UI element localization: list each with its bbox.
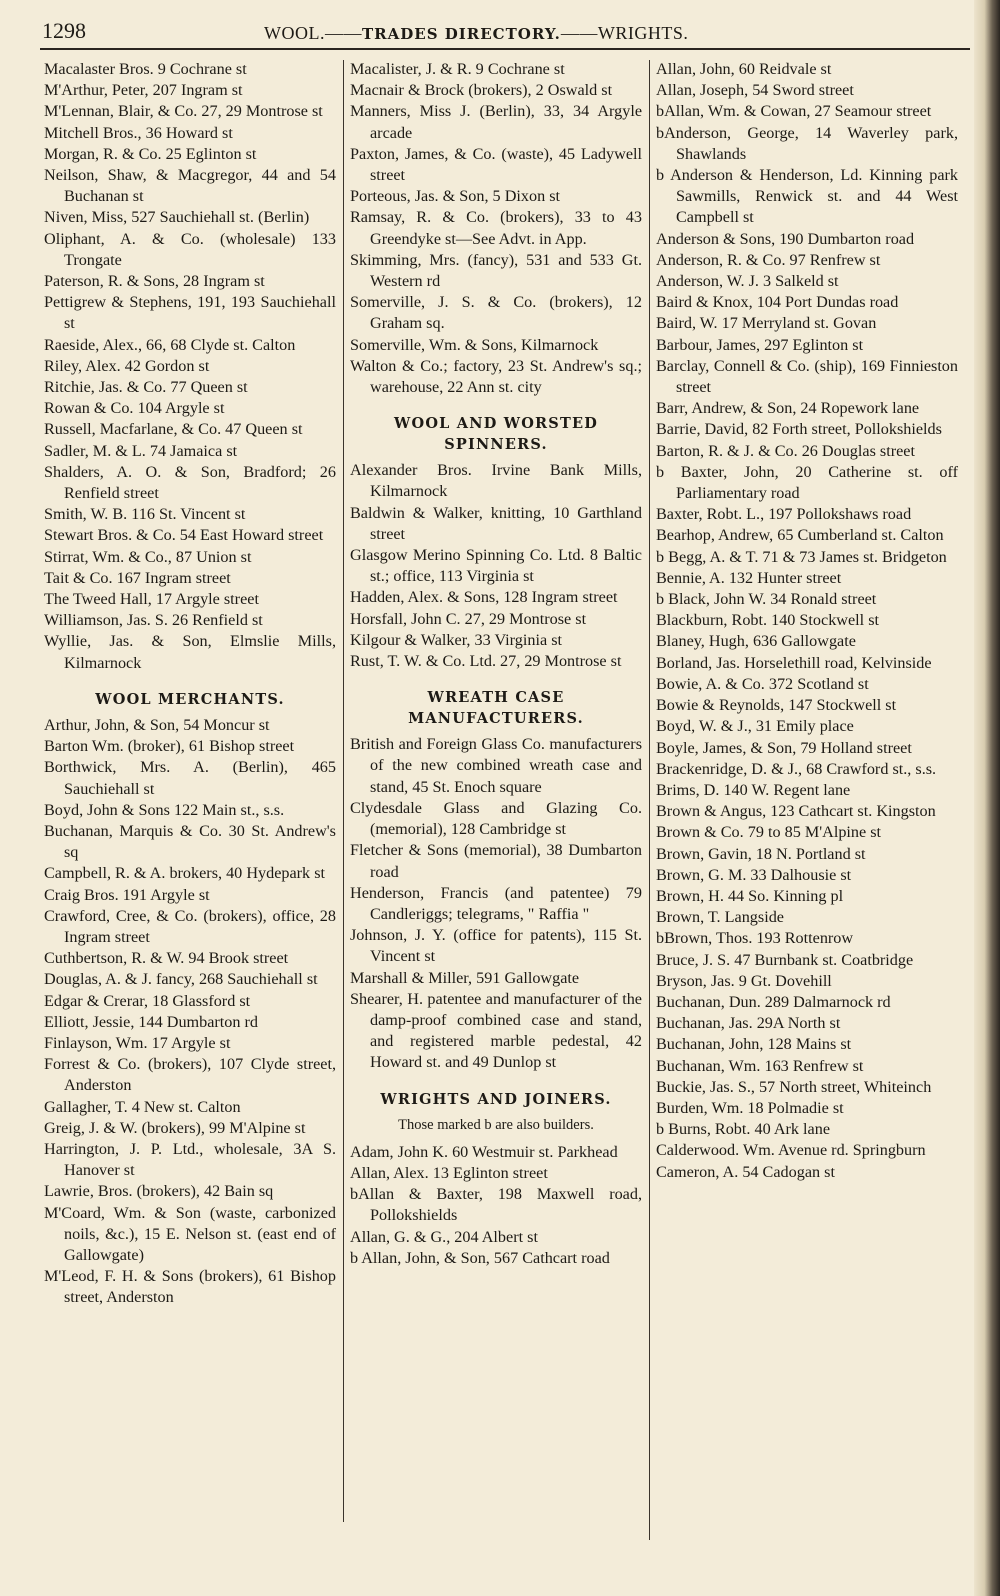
directory-entry: Brown & Co. 79 to 85 M'Alpine st: [656, 823, 882, 842]
directory-entry: Baldwin & Walker, knitting, 10 Garthland street: [350, 503, 642, 543]
directory-entry: Barr, Andrew, & Son, 24 Ropework lane: [656, 399, 920, 418]
directory-entry: Adam, John K. 60 Westmuir st. Parkhead: [350, 1142, 618, 1161]
directory-entry: Buckie, Jas. S., 57 North street, Whiteinch: [656, 1077, 932, 1096]
directory-entry: b Baxter, John, 20 Catherine st. off Parliamentary road: [656, 462, 958, 503]
directory-entry: Barton, R. & J. & Co. 26 Douglas street: [656, 441, 915, 460]
directory-entry: Buchanan, Wm. 163 Renfrew st: [656, 1056, 864, 1075]
header-rule: [40, 48, 970, 50]
directory-entry: Shalders, A. O. & Son, Bradford; 26 Renfield street: [44, 462, 336, 503]
directory-entry: Riley, Alex. 42 Gordon st: [44, 356, 210, 375]
section-heading: WOOL AND WORSTED SPINNERS.: [394, 415, 598, 454]
directory-entry: b Anderson & Henderson, Ld. Kinning park Sawmills, Renwick st. and 44 West Campbell st: [656, 166, 958, 227]
directory-entry: Bruce, J. S. 47 Burnbank st. Coatbridge: [656, 950, 914, 969]
page-edge-shadow: [974, 0, 1000, 1596]
directory-entry: Stirrat, Wm. & Co., 87 Union st: [44, 547, 252, 566]
directory-entry: Ramsay, R. & Co. (brokers), 33 to 43 Greendyke st—See Advt. in App.: [350, 208, 642, 248]
directory-entry: Walton & Co.; factory, 23 St. Andrew's sq.; warehouse, 22 Ann st. city: [350, 356, 642, 397]
directory-entry: Anderson, W. J. 3 Salkeld st: [656, 272, 839, 291]
directory-entry: Allan, G. & G., 204 Albert st: [350, 1227, 538, 1246]
directory-entry: Alexander Bros. Irvine Bank Mills, Kilmarnock: [350, 461, 642, 501]
directory-entry: Pettigrew & Stephens, 191, 193 Sauchiehall st: [44, 293, 336, 333]
directory-entry: Stewart Bros. & Co. 54 East Howard street: [44, 526, 324, 545]
column-divider: [649, 60, 650, 1540]
directory-entry: Oliphant, A. & Co. (wholesale) 133 Trongate: [44, 229, 336, 269]
directory-entry: Sadler, M. & L. 74 Jamaica st: [44, 441, 238, 460]
directory-entry: Paxton, James, & Co. (waste), 45 Ladywell street: [350, 144, 642, 185]
directory-entry: Macalaster Bros. 9 Cochrane st: [44, 60, 247, 78]
directory-entry: Boyle, James, & Son, 79 Holland street: [656, 738, 912, 757]
directory-entry: Boyd, W. & J., 31 Emily place: [656, 717, 854, 736]
section-heading: WREATH CASE MANUFACTURERS.: [408, 689, 584, 728]
running-title-left: WOOL.——: [264, 23, 362, 43]
page-header: [40, 14, 972, 48]
directory-entry: Clydesdale Glass and Glazing Co. (memorial), 128 Cambridge st: [350, 798, 642, 839]
directory-entry: M'Arthur, Peter, 207 Ingram st: [44, 81, 243, 100]
running-title-right: ——WRIGHTS.: [560, 23, 689, 43]
directory-entry: Anderson & Sons, 190 Dumbarton road: [656, 229, 915, 248]
directory-entry: Bennie, A. 132 Hunter street: [656, 568, 842, 587]
directory-entry: Hadden, Alex. & Sons, 128 Ingram street: [350, 588, 618, 607]
directory-entry: Crawford, Cree, & Co. (brokers), office, 28 Ingram street: [44, 906, 336, 946]
directory-entry: Macalister, J. & R. 9 Cochrane st: [350, 60, 565, 78]
directory-entry: Williamson, Jas. S. 26 Renfield st: [44, 611, 263, 630]
running-title: [264, 23, 688, 44]
directory-entry: b Allan, John, & Son, 567 Cathcart road: [350, 1248, 610, 1267]
directory-entry: Borthwick, Mrs. A. (Berlin), 465 Sauchiehall st: [44, 758, 336, 798]
directory-entry: Manners, Miss J. (Berlin), 33, 34 Argyle arcade: [350, 102, 642, 142]
directory-entry: Tait & Co. 167 Ingram street: [44, 568, 231, 587]
directory-entry: Baird, W. 17 Merryland st. Govan: [656, 314, 877, 333]
running-title-center: TRADES DIRECTORY.: [361, 25, 561, 43]
directory-entry: M'Leod, F. H. & Sons (brokers), 61 Bishop street, Anderston: [44, 1267, 336, 1307]
directory-entry: Campbell, R. & A. brokers, 40 Hydepark st: [44, 864, 325, 883]
directory-entry: Harrington, J. P. Ltd., wholesale, 3A S. Hanover st: [44, 1139, 336, 1180]
directory-entry: British and Foreign Glass Co. manufacturers of the new combined wreath case and stand, 45 St. Enoch square: [350, 735, 642, 796]
directory-entry: Cuthbertson, R. & W. 94 Brook street: [44, 949, 289, 968]
directory-entry: Blaney, Hugh, 636 Gallowgate: [656, 632, 856, 651]
directory-entry: Brims, D. 140 W. Regent lane: [656, 780, 851, 799]
directory-entry: Allan, Alex. 13 Eglinton street: [350, 1163, 548, 1182]
directory-entry: Arthur, John, & Son, 54 Moncur st: [44, 715, 270, 734]
directory-entry: Greig, J. & W. (brokers), 99 M'Alpine st: [44, 1118, 306, 1137]
section-heading: WRIGHTS AND JOINERS.: [380, 1090, 612, 1108]
directory-entry: Barton Wm. (broker), 61 Bishop street: [44, 737, 295, 756]
section-note: Those marked b are also builders.: [398, 1116, 594, 1133]
directory-entry: Forrest & Co. (brokers), 107 Clyde street, Anderston: [44, 1055, 336, 1095]
directory-entry: Bowie & Reynolds, 147 Stockwell st: [656, 696, 897, 715]
directory-entry: Baird & Knox, 104 Port Dundas road: [656, 293, 899, 312]
directory-entry: Neilson, Shaw, & Macgregor, 44 and 54 Buchanan st: [44, 166, 336, 206]
directory-entry: Paterson, R. & Sons, 28 Ingram st: [44, 272, 265, 291]
directory-entry: bAllan & Baxter, 198 Maxwell road, Pollokshields: [350, 1185, 642, 1225]
directory-entry: Fletcher & Sons (memorial), 38 Dumbarton road: [350, 841, 642, 881]
column-divider: [343, 60, 344, 1522]
directory-entry: Douglas, A. & J. fancy, 268 Sauchiehall st: [44, 970, 318, 989]
directory-entry: Wyllie, Jas. & Son, Elmslie Mills, Kilmarnock: [44, 632, 336, 672]
directory-entry: Shearer, H. patentee and manufacturer of the damp-proof combined case and stand, and registered marble pedestal, 42 Howard st. and 49 Dunlop st: [350, 989, 642, 1072]
directory-entry: Bearhop, Andrew, 65 Cumberland st. Calton: [656, 526, 944, 545]
directory-entry: Morgan, R. & Co. 25 Eglinton st: [44, 144, 257, 163]
directory-entry: Craig Bros. 191 Argyle st: [44, 885, 210, 904]
directory-entry: Smith, W. B. 116 St. Vincent st: [44, 505, 246, 524]
section-heading: WOOL MERCHANTS.: [95, 690, 285, 708]
column-3: [656, 59, 958, 1183]
directory-entry: Buchanan, Marquis & Co. 30 St. Andrew's sq: [44, 821, 336, 862]
directory-entry: M'Coard, Wm. & Son (waste, carbonized noils, &c.), 15 E. Nelson st. (east end of Gallowgate): [44, 1203, 336, 1264]
directory-entry: M'Lennan, Blair, & Co. 27, 29 Montrose st: [44, 102, 323, 121]
directory-entry: Johnson, J. Y. (office for patents), 115 St. Vincent st: [350, 926, 642, 966]
directory-entry: Cameron, A. 54 Cadogan st: [656, 1162, 835, 1181]
directory-entry: Boyd, John & Sons 122 Main st., s.s.: [44, 800, 285, 819]
directory-entry: Marshall & Miller, 591 Gallowgate: [350, 968, 580, 987]
directory-entry: b Begg, A. & T. 71 & 73 James st. Bridgeton: [656, 547, 947, 566]
directory-entry: Barbour, James, 297 Eglinton st: [656, 335, 864, 354]
directory-entry: bAnderson, George, 14 Waverley park, Shawlands: [656, 123, 958, 163]
directory-entry: Barclay, Connell & Co. (ship), 169 Finnieston street: [656, 356, 958, 397]
directory-entry: Finlayson, Wm. 17 Argyle st: [44, 1033, 231, 1052]
directory-entry: The Tweed Hall, 17 Argyle street: [44, 590, 259, 609]
directory-entry: Bowie, A. & Co. 372 Scotland st: [656, 674, 869, 693]
directory-entry: Bryson, Jas. 9 Gt. Dovehill: [656, 971, 832, 990]
directory-entry: Somerville, Wm. & Sons, Kilmarnock: [350, 335, 599, 354]
directory-entry: Allan, Joseph, 54 Sword street: [656, 81, 854, 100]
directory-entry: Elliott, Jessie, 144 Dumbarton rd: [44, 1012, 259, 1031]
directory-entry: Rowan & Co. 104 Argyle st: [44, 399, 225, 418]
directory-entry: Buchanan, Jas. 29A North st: [656, 1014, 841, 1033]
directory-entry: Brown, H. 44 So. Kinning pl: [656, 886, 844, 905]
directory-entry: Skimming, Mrs. (fancy), 531 and 533 Gt. Western rd: [350, 250, 642, 291]
directory-entry: Calderwood. Wm. Avenue rd. Springburn: [656, 1141, 926, 1160]
directory-entry: Edgar & Crerar, 18 Glassford st: [44, 991, 251, 1010]
directory-entry: Brown & Angus, 123 Cathcart st. Kingston: [656, 802, 936, 821]
directory-entry: Burden, Wm. 18 Polmadie st: [656, 1098, 844, 1117]
directory-entry: Baxter, Robt. L., 197 Pollokshaws road: [656, 505, 912, 524]
directory-entry: b Black, John W. 34 Ronald street: [656, 590, 877, 609]
directory-entry: Buchanan, Dun. 289 Dalmarnock rd: [656, 992, 891, 1011]
directory-entry: Somerville, J. S. & Co. (brokers), 12 Graham sq.: [350, 293, 642, 333]
directory-entry: Ritchie, Jas. & Co. 77 Queen st: [44, 378, 248, 397]
directory-entry: Mitchell Bros., 36 Howard st: [44, 123, 233, 142]
directory-entry: Borland, Jas. Horselethill road, Kelvinside: [656, 653, 932, 672]
page-number: 1298: [42, 18, 86, 43]
directory-entry: Niven, Miss, 527 Sauchiehall st. (Berlin): [44, 208, 310, 227]
directory-entry: Raeside, Alex., 66, 68 Clyde st. Calton: [44, 335, 296, 354]
directory-entry: Allan, John, 60 Reidvale st: [656, 60, 832, 78]
directory-entry: b Burns, Robt. 40 Ark lane: [656, 1120, 831, 1139]
directory-entry: Brown, T. Langside: [656, 908, 784, 927]
directory-entry: Buchanan, John, 128 Mains st: [656, 1035, 852, 1054]
directory-entry: bAllan, Wm. & Cowan, 27 Seamour street: [656, 102, 932, 121]
directory-entry: Macnair & Brock (brokers), 2 Oswald st: [350, 81, 613, 100]
directory-entry: Russell, Macfarlane, & Co. 47 Queen st: [44, 420, 303, 439]
column-2: [350, 59, 642, 1269]
directory-entry: Brown, G. M. 33 Dalhousie st: [656, 865, 852, 884]
directory-entry: Horsfall, John C. 27, 29 Montrose st: [350, 609, 587, 628]
directory-entry: Barrie, David, 82 Forth street, Pollokshields: [656, 420, 942, 439]
directory-entry: Gallagher, T. 4 New st. Calton: [44, 1097, 241, 1116]
directory-entry: Blackburn, Robt. 140 Stockwell st: [656, 611, 880, 630]
directory-entry: Anderson, R. & Co. 97 Renfrew st: [656, 250, 881, 269]
directory-entry: Glasgow Merino Spinning Co. Ltd. 8 Baltic st.; office, 113 Virginia st: [350, 546, 642, 586]
directory-entry: Rust, T. W. & Co. Ltd. 27, 29 Montrose st: [350, 652, 622, 671]
directory-entry: Kilgour & Walker, 33 Virginia st: [350, 630, 562, 649]
directory-entry: Porteous, Jas. & Son, 5 Dixon st: [350, 187, 561, 206]
directory-entry: Lawrie, Bros. (brokers), 42 Bain sq: [44, 1182, 274, 1201]
directory-entry: Brackenridge, D. & J., 68 Crawford st., s.s.: [656, 759, 937, 778]
directory-entry: Brown, Gavin, 18 N. Portland st: [656, 844, 866, 863]
directory-entry: bBrown, Thos. 193 Rottenrow: [656, 929, 854, 948]
column-1: [44, 59, 336, 1309]
directory-entry: Henderson, Francis (and patentee) 79 Candleriggs; telegrams, " Raffia ": [350, 883, 642, 923]
